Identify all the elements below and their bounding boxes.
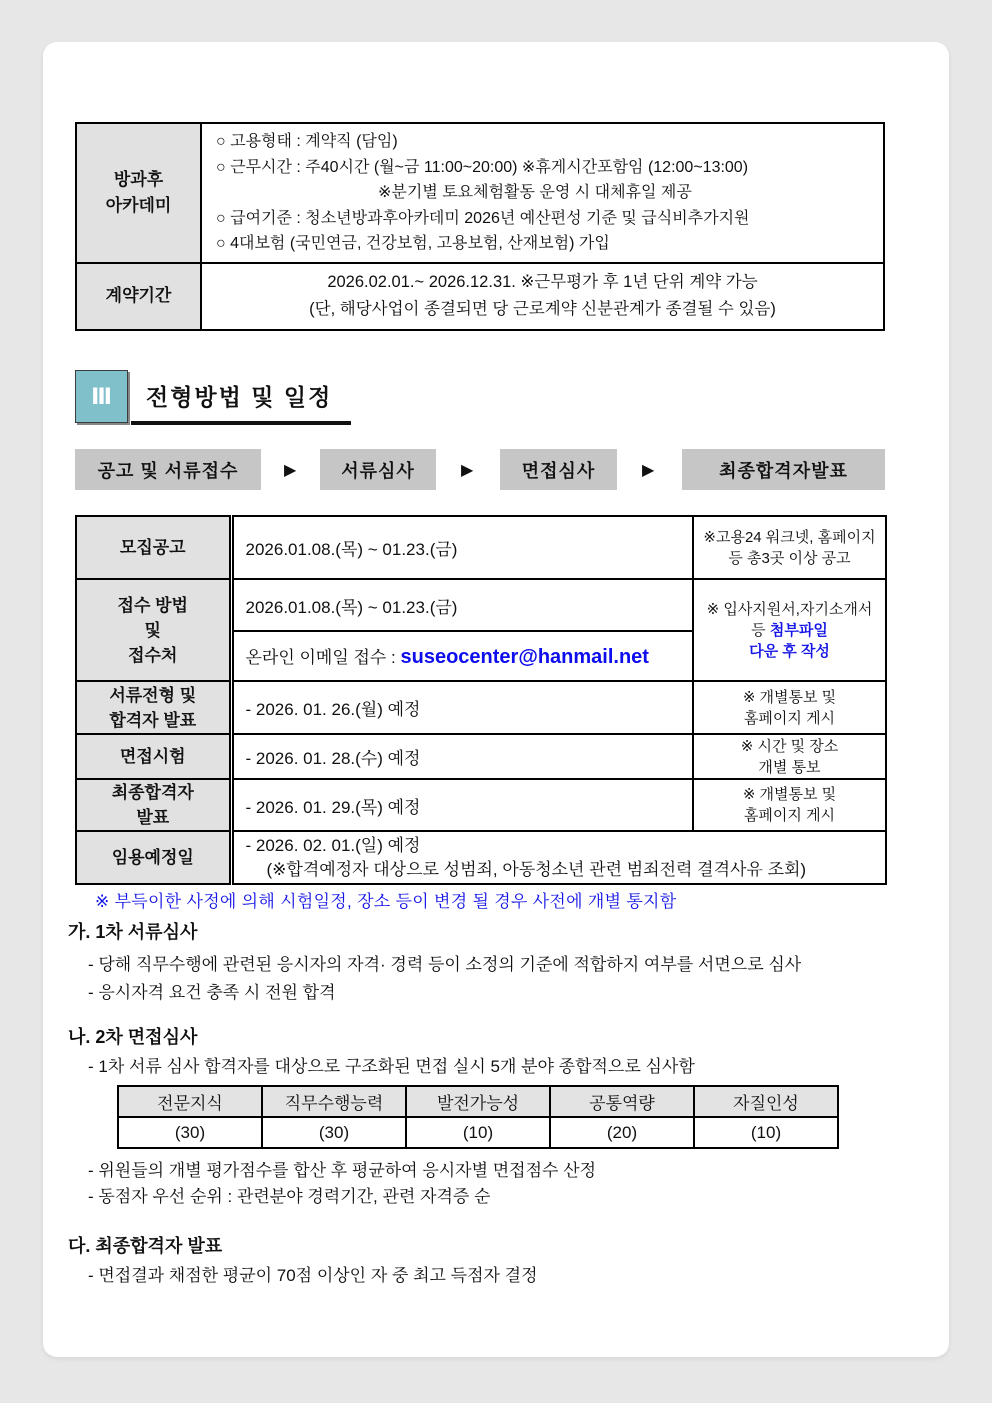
info-content-afterschool [201,123,884,263]
note-line: ※ 시간 및 장소 [740,737,839,755]
schedule-label-interview: 면접시험 [76,734,231,779]
info-label-line: 방과후 [113,169,164,189]
part-ga-item: - 당해 직무수행에 관련된 응시자의 자격· 경력 등이 소정의 기준에 적합하지 여부를 서면으로 심사 [88,955,802,974]
document-page [43,42,949,1357]
note-line: ※고용24 워크넷, 홈페이지 [703,528,876,546]
note-line: ※ 개별통보 및 [742,786,837,803]
note-line: 홈페이지 게시 [743,709,836,727]
email-prefix: 온라인 이메일 접수 : [245,648,401,667]
flow-step-doc-screening [320,449,436,490]
note-line: 개별 통보 [758,758,821,776]
note-line: 다운 후 작성 [749,642,830,660]
flow-step-label: 공고 및 서류접수 [97,460,239,481]
flow-step-announcement [75,449,261,490]
info-line: ○ 고용형태 : 계약직 (담임) [216,133,398,150]
section-title: 전형방법 및 일정 [146,384,333,410]
arrow-right-icon: ▶ [284,461,297,479]
info-line: ○ 급여기준 : 청소년방과후아카데미 2026년 예산편성 기준 및 급식비추가지원 [216,209,750,227]
contract-line: 2026.02.01.~ 2026.12.31. ※근무평가 후 1년 단위 계약 가능 [327,273,758,291]
schedule-note-doc-screening [693,681,886,734]
part-na-title: 나. 2차 면접심사 [68,1027,198,1047]
schedule-note-recruit [693,516,886,579]
info-label-afterschool [76,123,201,263]
section-numeral: Ⅲ [91,383,112,409]
schedule-value-recruit: 2026.01.08.(목) ~ 01.23.(금) [231,516,693,579]
score-value: (10) [406,1117,550,1148]
schedule-value-apply-date: 2026.01.08.(목) ~ 01.23.(금) [231,579,693,631]
employment-info-table [75,122,885,331]
note-line: 홈페이지 게시 [743,807,836,824]
info-label-line: 아카데미 [105,195,172,215]
schedule-value-doc-screening: - 2026. 01. 26.(월) 예정 [231,681,693,734]
part-na-intro: - 1차 서류 심사 합격자를 대상으로 구조화된 면접 실시 5개 분야 종합적으로 심사함 [88,1057,695,1076]
label-line: 합격자 발표 [109,710,197,730]
flow-step-label: 면접심사 [521,460,596,481]
score-value: (30) [262,1117,406,1148]
appointment-line: - 2026. 02. 01.(일) 예정 [245,835,421,855]
info-line: ※분기별 토요체험활동 운영 시 대체휴일 제공 [378,184,692,201]
interview-score-table [117,1085,839,1149]
score-value: (20) [550,1117,694,1148]
note-line [694,620,885,641]
arrow-right-icon: ▶ [642,461,655,479]
flow-step-label: 최종합격자발표 [719,460,848,481]
arrow-right-icon: ▶ [461,461,474,479]
section-numeral-badge [75,370,128,423]
part-ga-title: 가. 1차 서류심사 [68,922,198,942]
score-value: (30) [118,1117,262,1148]
schedule-value-interview: - 2026. 01. 28.(수) 예정 [231,734,693,779]
label-line: 접수 방법 [117,595,188,615]
schedule-table [75,515,887,885]
flow-step-final-announcement [682,449,885,490]
label-line: 및 [144,620,161,640]
appointment-line: (※합격예정자 대상으로 성범죄, 아동청소년 관련 범죄전력 결격사유 조회) [266,859,807,879]
flow-step-label: 서류심사 [341,460,415,481]
flow-step-interview [500,449,617,490]
note-line: 등 총3곳 이상 공고 [728,549,851,567]
contract-line: (단, 해당사업이 종결되면 당 근로계약 신분관계가 종결될 수 있음) [309,300,776,318]
schedule-label-appointment: 임용예정일 [76,831,231,884]
schedule-note-final [693,779,886,831]
part-da-title: 다. 최종합격자 발표 [68,1236,223,1256]
part-na-item: - 동점자 우선 순위 : 관련분야 경력기간, 관련 자격증 순 [88,1187,491,1206]
score-header: 발전가능성 [406,1086,550,1117]
part-na-item: - 위원들의 개별 평가점수를 합산 후 평균하여 응시자별 면접점수 산정 [88,1161,596,1180]
info-line: ○ 4대보험 (국민연금, 건강보험, 고용보험, 산재보험) 가입 [216,235,610,252]
email-address: suseocenter@hanmail.net [400,646,649,668]
score-value: (10) [694,1117,838,1148]
score-header: 공통역량 [550,1086,694,1117]
schedule-change-notice: ※ 부득이한 사정에 의해 시험일정, 장소 등이 변경 될 경우 사전에 개별 통지함 [95,892,677,911]
section-title-underline [131,421,351,425]
schedule-label-recruit: 모집공고 [76,516,231,579]
part-ga-item: - 응시자격 요건 충족 시 전원 합격 [88,983,336,1002]
note-line: ※ 입사지원서,자기소개서 [706,600,873,618]
score-header: 전문지식 [118,1086,262,1117]
info-label-contract-period: 계약기간 [76,263,201,330]
schedule-value-apply-email [231,631,693,681]
note-line: ※ 개별통보 및 [742,688,837,706]
schedule-label-doc-screening [76,681,231,734]
schedule-label-final [76,779,231,831]
schedule-note-apply [693,579,886,681]
label-line: 서류전형 및 [109,685,197,705]
schedule-note-interview [693,734,886,779]
part-da-item: - 면접결과 채점한 평균이 70점 이상인 자 중 최고 득점자 결정 [88,1266,538,1285]
score-header: 직무수행능력 [262,1086,406,1117]
note-text: 등 [751,621,770,639]
attachment-highlight: 첨부파일 [769,621,828,639]
info-line: ○ 근무시간 : 주40시간 (월~금 11:00~20:00) ※휴게시간포함임 (12:00~13:00) [216,158,749,176]
label-line: 접수처 [128,645,178,665]
schedule-label-apply [76,579,231,681]
info-content-contract-period [201,263,884,330]
label-line: 발표 [136,808,170,827]
schedule-value-appointment [231,831,886,884]
score-header: 자질인성 [694,1086,838,1117]
schedule-value-final: - 2026. 01. 29.(목) 예정 [231,779,693,831]
label-line: 최종합격자 [111,783,194,802]
